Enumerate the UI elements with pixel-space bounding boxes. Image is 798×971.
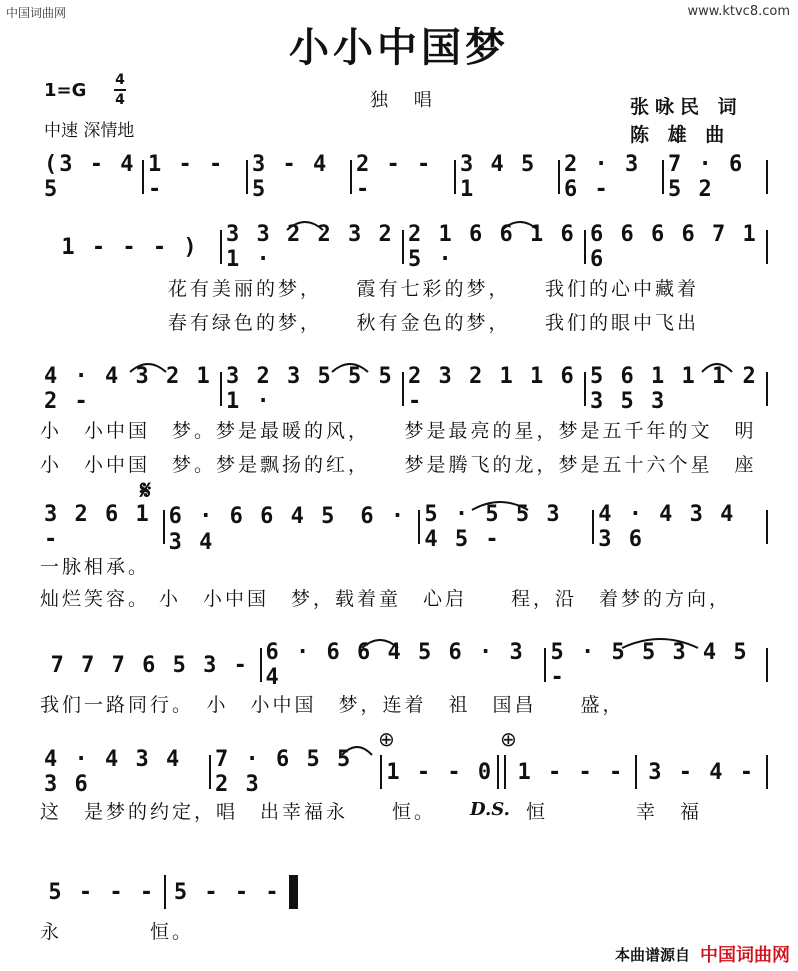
notes-row [40, 747, 768, 797]
lyric-line-verse-2: 春有绿色的梦， 秋有金色的梦， 我们的眼中飞出 [168, 312, 700, 334]
measure: 3 2 3 5 5 5 1 · [226, 364, 394, 414]
barline [766, 510, 768, 544]
notes-row [40, 877, 298, 907]
notes-row [40, 152, 768, 202]
score-system-4 [0, 476, 798, 615]
measure: 5 6 1 1 1 2 3 5 3 [590, 364, 758, 414]
measure: 2 1 6 6 1 6 5 · [408, 222, 576, 272]
meter-bottom: 4 [115, 92, 125, 108]
lyric-line-1: 一脉相承。 [40, 556, 151, 578]
score-system-1 [0, 152, 798, 202]
measure: 3 - 4 5 [252, 152, 329, 202]
lyric-line-2: 恒 幸 福 [526, 801, 703, 823]
song-title: 小小中国梦 [289, 25, 509, 71]
measure: 1 - - - [517, 759, 625, 785]
site-name-top-left: 中国词曲网 [6, 6, 67, 20]
notes-row [40, 222, 768, 272]
performance-type: 独 唱 [370, 90, 442, 111]
measure: 6 6 6 6 7 1 6 [590, 222, 758, 272]
lyricist-credit: 张咏民 词 [630, 96, 743, 118]
measure: 3 - 4 - [648, 759, 755, 785]
measure: 1 - - - [148, 152, 225, 202]
key-signature: 1=G [44, 80, 87, 101]
measure: 3 4 5 1 [460, 152, 537, 202]
score-system-3 [0, 364, 798, 482]
lyric-line-2: 灿烂笑容。 小 小中国 梦，载着童 心启 程，沿 着梦的方向， [40, 588, 732, 610]
meter-top: 4 [115, 72, 125, 88]
measure: 4 · 4 3 4 3 6 [44, 747, 182, 797]
measure: 1 - - 0 [386, 759, 494, 785]
double-barline [497, 755, 506, 789]
score-system-7 [0, 875, 798, 945]
score-system-6 [0, 727, 798, 835]
measure: 4 · 4 3 4 3 6 [598, 502, 736, 552]
lyric-line-1: 这 是梦的约定，唱 出幸福永 恒。 [40, 801, 437, 823]
segno-sign: 𝄋 [140, 476, 152, 506]
lyric-line-1: 我们一路同行。 小 小中国 梦，连着 祖 国昌 盛， [40, 694, 625, 716]
final-barline [289, 875, 298, 909]
measure: 7 · 6 5 2 [668, 152, 745, 202]
tempo-marking: 中速 深情地 [44, 121, 135, 141]
measure: 5 · 5 5 3 4 5 - [424, 502, 562, 552]
barline [766, 160, 768, 194]
measure: 5 · 5 5 3 4 5 - [550, 640, 749, 690]
measure: 7 · 6 5 5 2 3 [215, 747, 353, 797]
measure: 5 - - - [173, 879, 281, 905]
lyric-line-verse-2: 小 小中国 梦。梦是飘扬的红， 梦是腾飞的龙，梦是五十六个星 座 [40, 454, 757, 476]
barline [766, 755, 768, 789]
barline [766, 230, 768, 264]
measure: 5 - - - [48, 879, 156, 905]
measure: 4 · 4 3 2 1 2 - [44, 364, 212, 414]
notes-row [40, 640, 768, 690]
measure: 6 · 6 6 4 5 6 · 3 4 [168, 504, 407, 555]
score-system-5 [0, 640, 798, 723]
measure: 1 - - - ) [61, 234, 199, 260]
site-url-top-right[interactable]: www.ktvc8.com [687, 4, 790, 19]
measure: 3 3 2 2 3 2 1 · [226, 222, 394, 272]
dal-segno-mark: D.S. [470, 799, 510, 820]
lyric-line-verse-1: 小 小中国 梦。梦是最暖的风， 梦是最亮的星，梦是五千年的文 明 [40, 420, 757, 442]
score-system-2 [0, 222, 798, 340]
source-label: 本曲谱源自 [614, 946, 690, 964]
measure: 7 7 7 6 5 3 - [50, 652, 249, 678]
coda-sign: ⊕ [500, 727, 517, 751]
coda-sign: ⊕ [378, 727, 395, 751]
measure: 2 3 2 1 1 6 - [408, 364, 576, 414]
lyric-line-verse-1: 花有美丽的梦， 霞有七彩的梦， 我们的心中藏着 [168, 278, 700, 300]
measure: 6 · 6 6 4 5 6 · 3 4 [265, 640, 525, 690]
time-signature [114, 72, 126, 108]
source-site-name[interactable]: 中国词曲网 [700, 945, 790, 966]
measure: 2 - - - [356, 152, 433, 202]
measure: 2 · 3 6 - [564, 152, 641, 202]
measure: 3 2 6 1 - [44, 502, 151, 552]
notes-row [40, 364, 768, 414]
composer-credit: 陈 雄 曲 [630, 124, 731, 146]
barline [766, 372, 768, 406]
measure: (3 - 4 5 [44, 152, 136, 202]
lyric-line-1: 永 恒。 [40, 921, 195, 943]
barline [766, 648, 768, 682]
notes-row [40, 502, 768, 555]
meter-fraction-bar [114, 89, 126, 91]
